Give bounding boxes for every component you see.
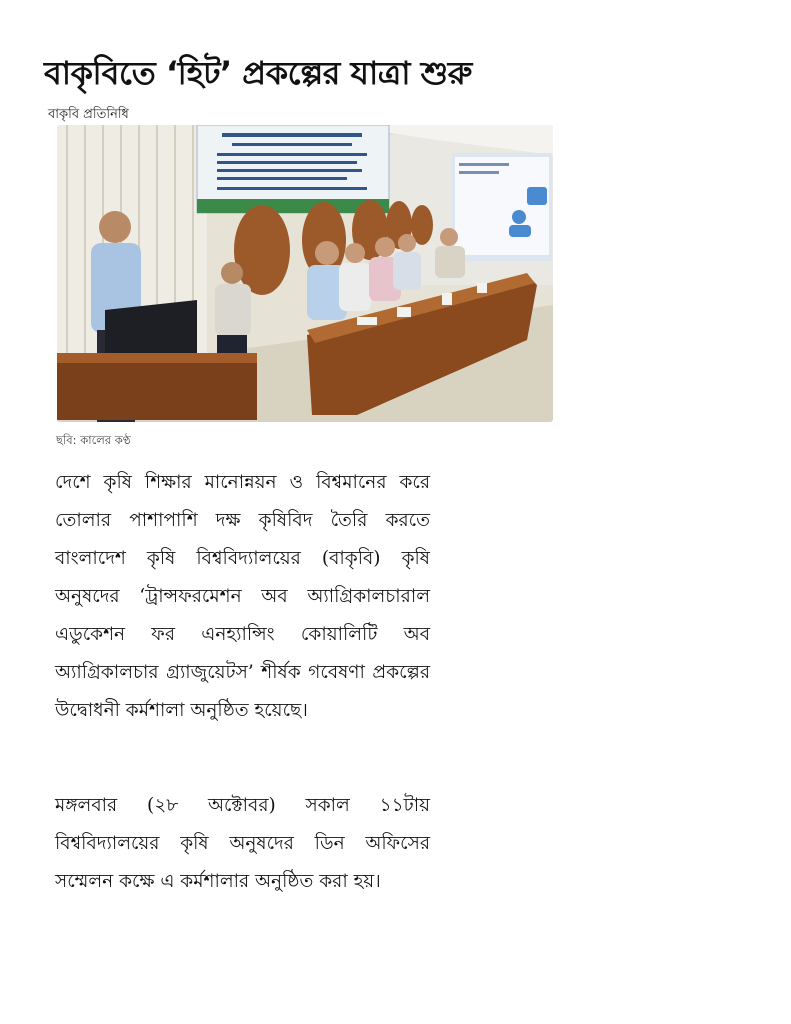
article-paragraph: দেশে কৃষি শিক্ষার মানোন্নয়ন ও বিশ্বমানের করে তোলার পাশাপাশি দক্ষ কৃষিবিদ তৈরি করতে বাংলাদেশ কৃষি বিশ্ববিদ্যালয়ের (বাকৃবি) কৃষি অনুষদের ‘ট্রান্সফরমেশন অব অ্যাগ্রিকালচারাল এডুকেশন ফর এনহ্যান্সিং কোয়ালিটি অব অ্যাগ্রিকালচার গ্র্যাজুয়েটস’ শীর্ষক গবেষণা প্রকল্পের উদ্বোধনী কর্মশালা অনুষ্ঠিত হয়েছে।	[55, 472, 430, 721]
article-headline: বাকৃবিতে ‘হিট’ প্রকল্পের যাত্রা শুরু	[44, 54, 472, 92]
article-photo	[57, 125, 553, 422]
article-paragraph: মঙ্গলবার (২৮ অক্টোবর) সকাল ১১টায় বিশ্ববিদ্যালয়ের কৃষি অনুষদের ডিন অফিসের সম্মেলন কক্ষে এ কর্মশালার অনুষ্ঠিত করা হয়।	[55, 795, 430, 892]
photo-caption: ছবি: কালের কণ্ঠ	[56, 433, 131, 447]
article-byline: বাকৃবি প্রতিনিধি	[48, 107, 129, 122]
